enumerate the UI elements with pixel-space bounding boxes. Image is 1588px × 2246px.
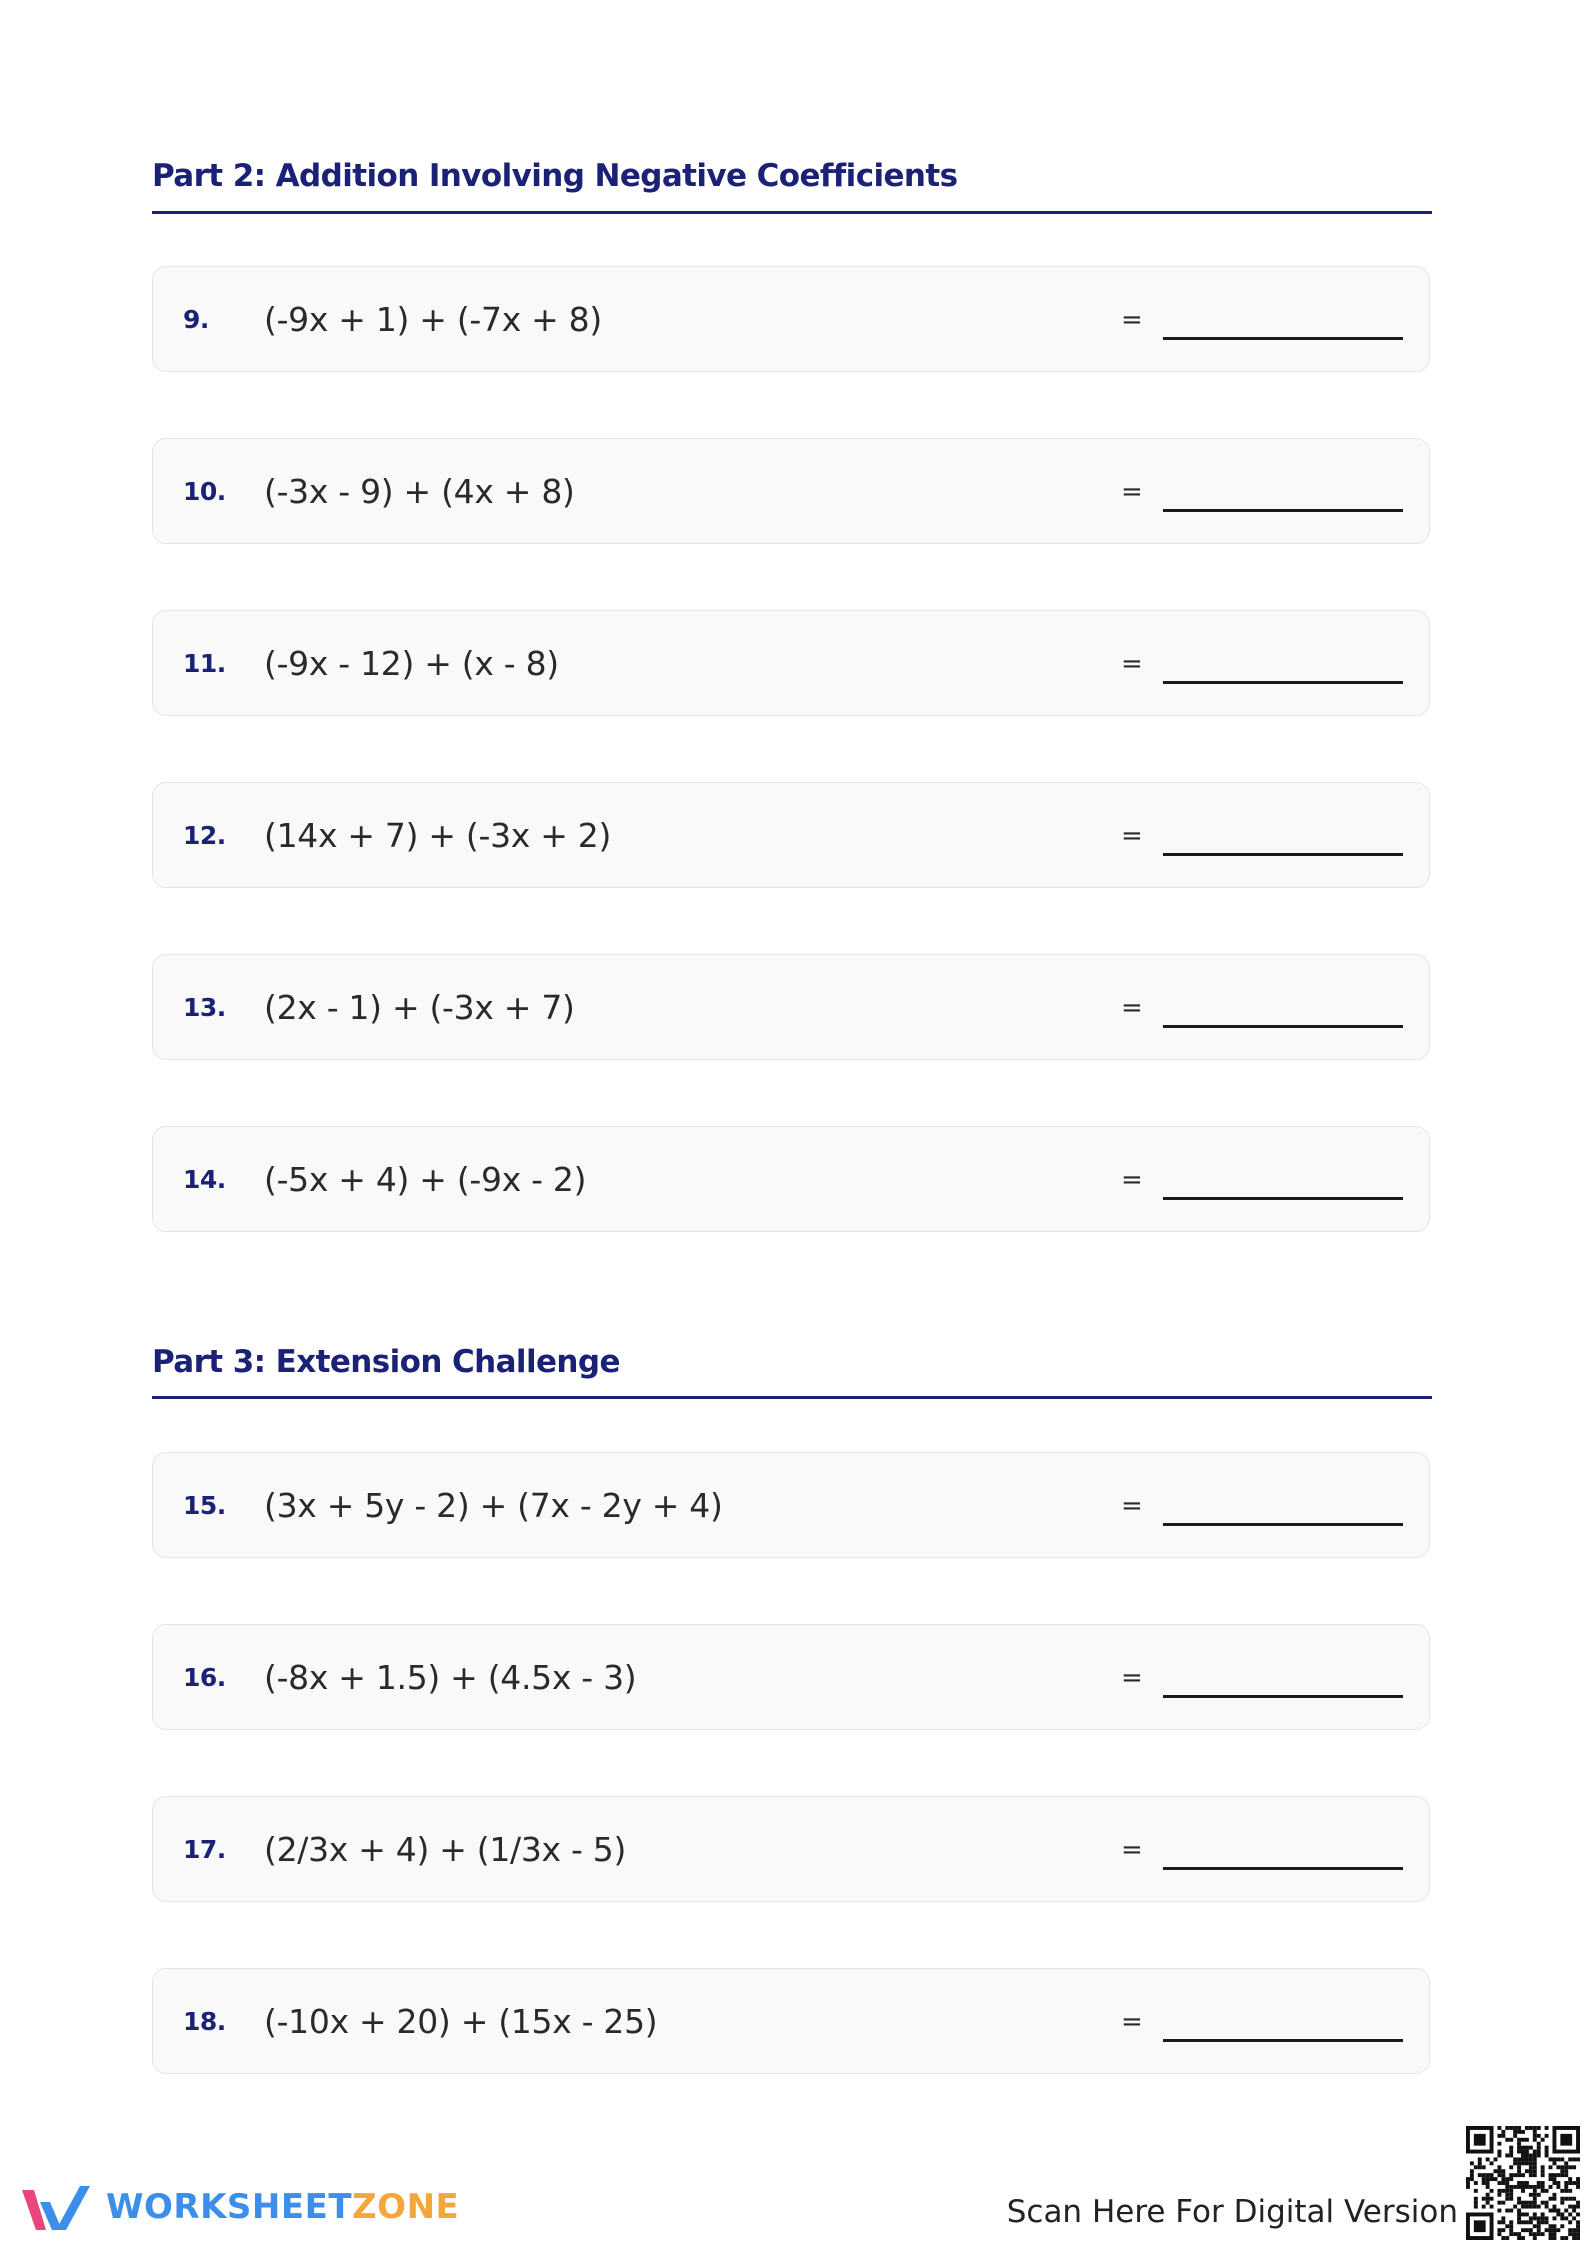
equals-sign: = — [1121, 305, 1143, 335]
problem-number: 9. — [183, 305, 209, 334]
equals-sign: = — [1121, 1663, 1143, 1693]
equals-sign: = — [1121, 821, 1143, 851]
problem-expression: (-9x + 1) + (-7x + 8) — [264, 300, 602, 339]
worksheetzone-w-logo-icon[interactable] — [20, 2180, 92, 2236]
problem-number: 11. — [183, 649, 226, 678]
problem-row-14 — [152, 1126, 1430, 1232]
answer-blank[interactable] — [1163, 853, 1403, 856]
problem-row-18 — [152, 1968, 1430, 2074]
problem-number: 12. — [183, 821, 226, 850]
problem-row-9 — [152, 266, 1430, 372]
problem-expression: (-3x - 9) + (4x + 8) — [264, 472, 575, 511]
answer-blank[interactable] — [1163, 337, 1403, 340]
problem-number: 15. — [183, 1491, 226, 1520]
equals-sign: = — [1121, 1491, 1143, 1521]
equals-sign: = — [1121, 1835, 1143, 1865]
problem-number: 18. — [183, 2007, 226, 2036]
problem-row-16 — [152, 1624, 1430, 1730]
problem-expression: (14x + 7) + (-3x + 2) — [264, 816, 612, 855]
problem-number: 17. — [183, 1835, 226, 1864]
problem-expression: (-9x - 12) + (x - 8) — [264, 644, 559, 683]
problem-row-17 — [152, 1796, 1430, 1902]
problem-row-13 — [152, 954, 1430, 1060]
problem-number: 13. — [183, 993, 226, 1022]
section-title-part-3: Part 3: Extension Challenge — [152, 1344, 620, 1380]
problem-row-10 — [152, 438, 1430, 544]
answer-blank[interactable] — [1163, 509, 1403, 512]
section-title-part-2: Part 2: Addition Involving Negative Coefficients — [152, 158, 958, 194]
equals-sign: = — [1121, 2007, 1143, 2037]
problem-number: 14. — [183, 1165, 226, 1194]
problem-expression: (-5x + 4) + (-9x - 2) — [264, 1160, 587, 1199]
brand-name-part-2: ZONE — [352, 2187, 460, 2227]
problem-row-11 — [152, 610, 1430, 716]
answer-blank[interactable] — [1163, 1695, 1403, 1698]
scan-instruction-text: Scan Here For Digital Version — [1006, 2194, 1458, 2230]
answer-blank[interactable] — [1163, 2039, 1403, 2042]
equals-sign: = — [1121, 649, 1143, 679]
equals-sign: = — [1121, 993, 1143, 1023]
problem-expression: (2/3x + 4) + (1/3x - 5) — [264, 1830, 627, 1869]
problem-number: 10. — [183, 477, 226, 506]
qr-code-icon[interactable] — [1466, 2126, 1580, 2240]
problem-number: 16. — [183, 1663, 226, 1692]
problem-row-12 — [152, 782, 1430, 888]
brand-name-part-1: WORKSHEET — [106, 2187, 353, 2227]
answer-blank[interactable] — [1163, 1025, 1403, 1028]
answer-blank[interactable] — [1163, 1523, 1403, 1526]
answer-blank[interactable] — [1163, 681, 1403, 684]
section-divider — [152, 1396, 1432, 1399]
answer-blank[interactable] — [1163, 1867, 1403, 1870]
brand-wordmark[interactable] — [106, 2187, 459, 2227]
problem-expression: (-10x + 20) + (15x - 25) — [264, 2002, 658, 2041]
answer-blank[interactable] — [1163, 1197, 1403, 1200]
problem-expression: (3x + 5y - 2) + (7x - 2y + 4) — [264, 1486, 723, 1525]
equals-sign: = — [1121, 1165, 1143, 1195]
section-divider — [152, 211, 1432, 214]
problem-row-15 — [152, 1452, 1430, 1558]
problem-expression: (2x - 1) + (-3x + 7) — [264, 988, 575, 1027]
equals-sign: = — [1121, 477, 1143, 507]
problem-expression: (-8x + 1.5) + (4.5x - 3) — [264, 1658, 637, 1697]
